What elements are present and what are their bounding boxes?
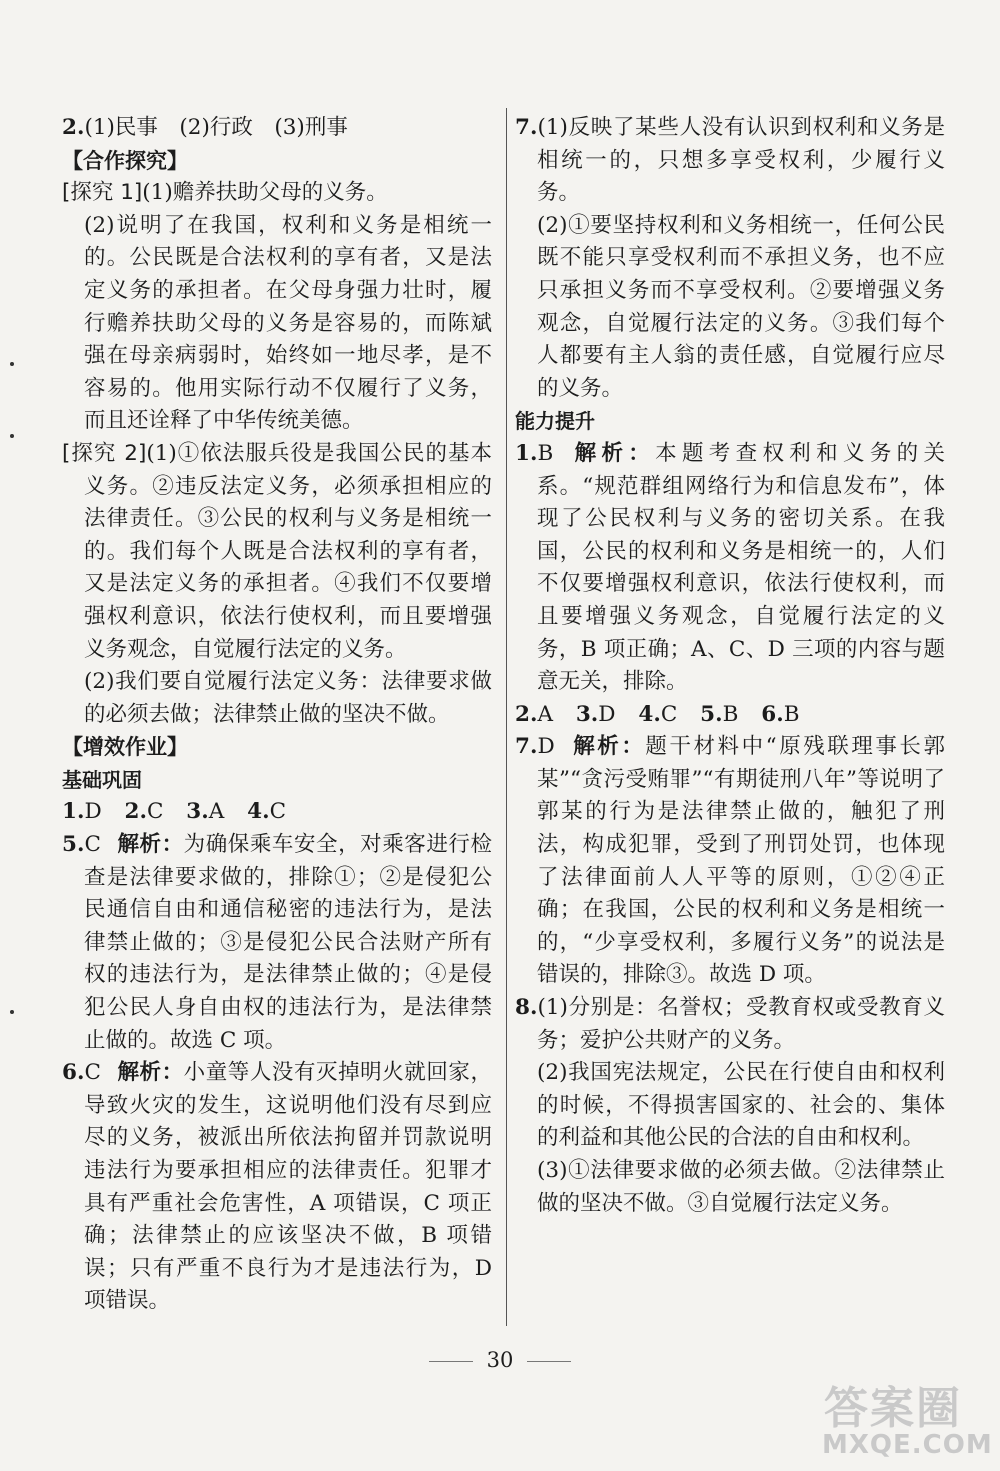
page-number-dash-right [527,1361,571,1362]
page-number: 30 [0,1348,1000,1372]
scan-speck [10,1010,14,1014]
left-column [62,112,492,1318]
answer-7-part-2: (2)①要坚持权利和义务相统一，任何公民既不能只享受权利而不承担义务，也不应只承担义务而不享受权利。②要增强义务观念，自觉履行法定的义务。③我们每个人都要有主人翁的责任感，自觉履行应尽的义务。 [537,212,945,401]
answers-1-4: 1.D 2.C 3.A 4.C [62,799,287,825]
explore-1: [探究 1](1)赡养扶助父母的义务。 [62,180,388,206]
section-heading-homework: 【增效作业】 [62,735,188,760]
ability-answer-7: 7.D 解析：题干材料中“原残联理事长郭某”“贪污受贿罪”“有期徒刑八年”等说明了郭某的行为是法律禁止做的，触犯了刑法，构成犯罪，受到了刑罚处罚，也体现了法律面前人人平等的原则，①②④正确；在我国，公民的权利和义务是相统一的，“少享受权利，多履行义务”的说法是错误的，排除③。故选 D 项。 [515,734,945,988]
right-column [515,112,945,1220]
answer-5: 5.C 解析：为确保乘车安全，对乘客进行检查是法律要求做的，排除①；②是侵犯公民通信自由和通信秘密的违法行为，是法律禁止做的；③是侵犯公民合法财产所有权的违法行为，是法律禁止做的；④是侵犯公民人身自由权的违法行为，是法律禁止做的。故选 C 项。 [62,832,492,1053]
explore-2: [探究 2](1)①依法服兵役是我国公民的基本义务。②违反法定义务，必须承担相应的法律责任。③公民的权利与义务是相统一的。我们每个人既是合法权利的享有者，又是法定义务的承担者。④我们不仅要增强权利意识，依法行使权利，而且要增强义务观念，自觉履行法定的义务。 [62,440,492,662]
answer-7-part-1: 7.(1)反映了某些人没有认识到权利和义务是相统一的，只想多享受权利，少履行义务。 [515,115,945,206]
subheading-basic: 基础巩固 [62,767,142,792]
watermark-title: 答案圈 [824,1383,962,1434]
page-number-dash-left [429,1361,473,1362]
answer-2: 2.(1)民事 (2)行政 (3)刑事 [62,115,348,140]
subheading-ability: 能力提升 [515,409,595,434]
scan-speck [10,434,14,438]
column-divider [506,108,507,1326]
scan-speck [10,362,14,366]
explore-1-part-2: (2)说明了在我国，权利和义务是相统一的。公民既是合法权利的享有者，又是法定义务的承担者。在父母身强力壮时，履行赡养扶助父母的义务是容易的，而陈斌强在母亲病弱时，始终如一地尽孝，是不容易的。他用实际行动不仅履行了义务，而且还诠释了中华传统美德。 [84,212,492,434]
ability-answer-8-part-2: (2)我国宪法规定，公民在行使自由和权利的时候，不得损害国家的、社会的、集体的利益和其他公民的合法的自由和权利。 [537,1060,945,1151]
ability-answer-8-part-1: 8.(1)分别是：名誉权；受教育权或受教育义务；爱护公共财产的义务。 [515,995,945,1053]
answer-6: 6.C 解析：小童等人没有灭掉明火就回家，导致火灾的发生，这说明他们没有尽到应尽的义务，被派出所依法拘留并罚款说明违法行为要承担相应的法律责任。犯罪才具有严重社会危害性，A 项错误，C 项正确；法律禁止的应该坚决不做，B 项错误；只有严重不良行为才是违法行为，D 项错误。 [62,1060,492,1314]
explore-2-part-2: (2)我们要自觉履行法定义务：法律要求做的必须去做；法律禁止做的坚决不做。 [84,669,492,727]
ability-answer-8-part-3: (3)①法律要求做的必须去做。②法律禁止做的坚决不做。③自觉履行法定义务。 [537,1158,945,1216]
watermark-logo [820,1372,993,1467]
watermark-url: MXQE.COM [822,1430,993,1460]
section-heading-cooperation: 【合作探究】 [62,148,188,173]
ability-answer-1: 1.B 解析：本题考查权利和义务的关系。“规范群组网络行为和信息发布”，体现了公民权利与义务的密切关系。在我国，公民的权利和义务是相统一的，人们不仅要增强权利意识，依法行使权利，而且要增强义务观念，自觉履行法定的义务，B 项正确；A、C、D 三项的内容与题意无关，排除。 [515,440,945,695]
ability-answers-2-6: 2.A 3.D 4.C 5.B 6.B [515,701,800,727]
